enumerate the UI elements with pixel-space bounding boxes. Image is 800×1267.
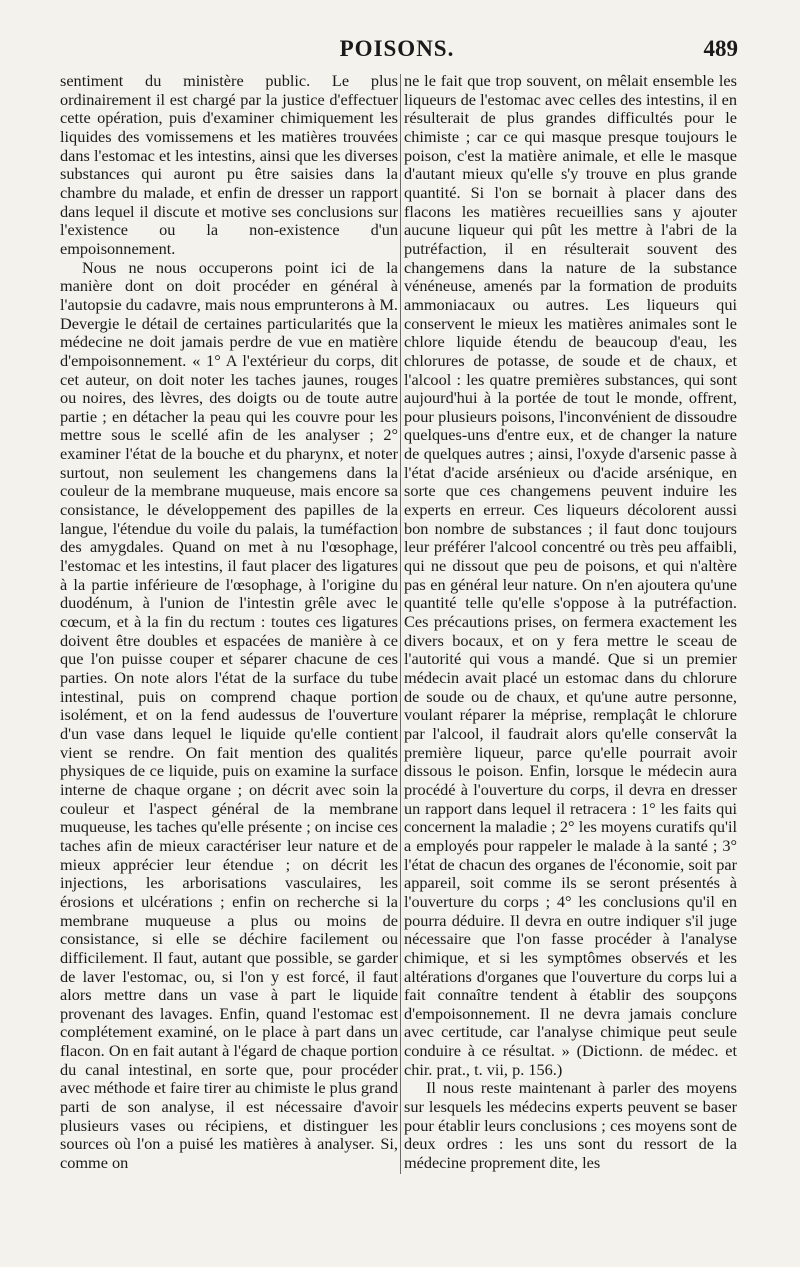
right-column bbox=[404, 72, 737, 1173]
paragraph: ne le fait que trop souvent, on mêlait ensemble les liqueurs de l'estomac avec celles des intestins, il en résulterait de plus grandes difficultés pour le chimiste ; car ce qui masque presque toujours le poison, c'est la matière animale, et elle le masque d'autant mieux qu'elle s'y trouve en plus grande quantité. Si l'on se bornait à placer dans des flacons les matières recueillies sans y ajouter aucune liqueur qui pût les mettre à l'abri de la putréfaction, il en résulterait souvent des changemens dans la nature de la substance vénéneuse, amenés par la formation de produits ammoniacaux ou autres. Les liqueurs qui conservent le mieux les matières animales sont le chlore liquide étendu de beaucoup d'eau, les chlorures de potasse, de soude et de chaux, et l'alcool : les quatre premières substances, qui sont aujourd'hui à la portée de tout le monde, offrent, pour plusieurs poisons, l'inconvénient de dissoudre quelques-uns d'entre eux, et de changer la nature de quelques autres ; ainsi, l'oxyde d'arsenic passe à l'état d'acide arsénieux ou d'acide arsénique, en sorte que ces changemens peuvent induire les experts en erreur. Ces liqueurs décolorent aussi bon nombre de substances ; il faut donc toujours leur préférer l'alcool concentré ou très peu affaibli, qui ne dissout que peu de poisons, et qui n'altère pas en général leur nature. On n'en ajoutera qu'une quantité telle qu'elle s'oppose à la putréfaction. Ces précautions prises, on fermera exactement les divers bocaux, et on y fera mettre le sceau de l'autorité qui vous a mandé. Que si un premier médecin avait placé un estomac dans du chlorure de soude ou de chaux, et qu'une autre personne, voulant réparer la méprise, remplaçât le chlorure par l'alcool, il faudrait alors qu'elle conservât la première liqueur, parce qu'elle pourrait avoir dissous le poison. Enfin, lorsque le médecin aura procédé à l'ouverture du corps, il devra en dresser un rapport dans lequel il retracera : 1° les faits qui concernent la maladie ; 2° les moyens curatifs qu'il a employés pour rappeler le malade à la santé ; 3° l'état de chacun des organes de l'économie, soit par appareil, soit comme ils se seront présentés à l'ouverture du corps ; 4° les conclusions qu'il en pourra déduire. Il devra en outre indiquer s'il juge nécessaire que l'on fasse procéder à l'analyse chimique, et si les symptômes observés et les altérations d'organes que l'ouverture du corps lui a fait connaître tendent à établir des soupçons d'empoisonnement. Il ne devra jamais conclure avec certitude, car l'analyse chimique peut seule conduire à ce résultat. » (Dictionn. de médec. et chir. prat., t. vii, p. 156.) bbox=[404, 71, 737, 1079]
paragraph: sentiment du ministère public. Le plus ordinairement il est chargé par la justice d'effectuer cette opération, puis d'examiner chimiquement les liquides des vomissemens et les matières trouvées dans l'estomac et les intestins, ainsi que les diverses substances qui auront pu être saisies dans la chambre du malade, et enfin de dresser un rapport dans lequel il discute et motive ses conclusions sur l'existence ou la non-existence d'un empoisonnement. bbox=[60, 71, 398, 258]
page-number: 489 bbox=[703, 36, 738, 61]
running-head bbox=[56, 36, 738, 70]
paragraph: Il nous reste maintenant à parler des moyens sur lesquels les médecins experts peuvent se baser pour établir leurs conclusions ; ces moyens sont de deux ordres : les uns sont du ressort de la médecine proprement dite, les bbox=[404, 1078, 737, 1173]
left-column bbox=[60, 72, 398, 1173]
paragraph: Nous ne nous occuperons point ici de la manière dont on doit procéder en général à l'autopsie du cadavre, mais nous emprunterons à M. Devergie le détail de certaines particularités que la médecine ne doit jamais perdre de vue en matière d'empoisonnement. « 1° A l'extérieur du corps, dit cet auteur, on doit noter les taches jaunes, rouges ou noires, des lèvres, des doigts ou de toute autre partie ; en détacher la peau qui les couvre pour les mettre sous le scellé afin de les analyser ; 2° examiner l'état de la bouche et du pharynx, et noter surtout, non seulement les changemens dans la couleur de la membrane muqueuse, mais encore sa consistance, le développement des papilles de la langue, l'étendue du voile du palais, la tuméfaction des amygdales. Quand on met à nu l'œsophage, l'estomac et les intestins, il faut placer des ligatures à la partie inférieure de l'œsophage, à l'origine du duodénum, à l'union de l'intestin grêle avec le cœcum, et à la fin du rectum : toutes ces ligatures doivent être doubles et espacées de manière à ce que l'on puisse couper et séparer chacune de ces parties. On note alors l'état de la surface du tube intestinal, puis on comprend chaque portion isolément, et on la fend audessus de l'ouverture d'un vase dans lequel le liquide qu'elle contient vient se rendre. On fait mention des qualités physiques de ce liquide, puis on examine la surface interne de chaque organe ; on décrit avec soin la couleur et l'aspect général de la membrane muqueuse, les taches qu'elle présente ; on incise ces taches afin de mieux caractériser leur nature et de mieux apprécier leur étendue ; on décrit les injections, les arborisations vasculaires, les érosions et ulcérations ; enfin on recherche si la membrane muqueuse a plus ou moins de consistance, si elle se déchire facilement ou difficilement. Il faut, autant que possible, se garder de laver l'estomac, ou, si l'on y est forcé, il faut alors mettre dans un vase à part le liquide provenant des lavages. Enfin, quand l'estomac est complétement examiné, on le place à part dans un flacon. On en fait autant à l'égard de chaque portion du canal intestinal, en sorte que, pour procéder avec méthode et faire tirer au chimiste le plus grand parti de son analyse, il est nécessaire d'avoir plusieurs vases ou récipiens, et distinguer les sources où l'on a puisé les matières à analyser. Si, comme on bbox=[60, 257, 398, 1173]
running-title: POISONS. bbox=[339, 36, 455, 61]
column-divider bbox=[400, 74, 401, 1174]
